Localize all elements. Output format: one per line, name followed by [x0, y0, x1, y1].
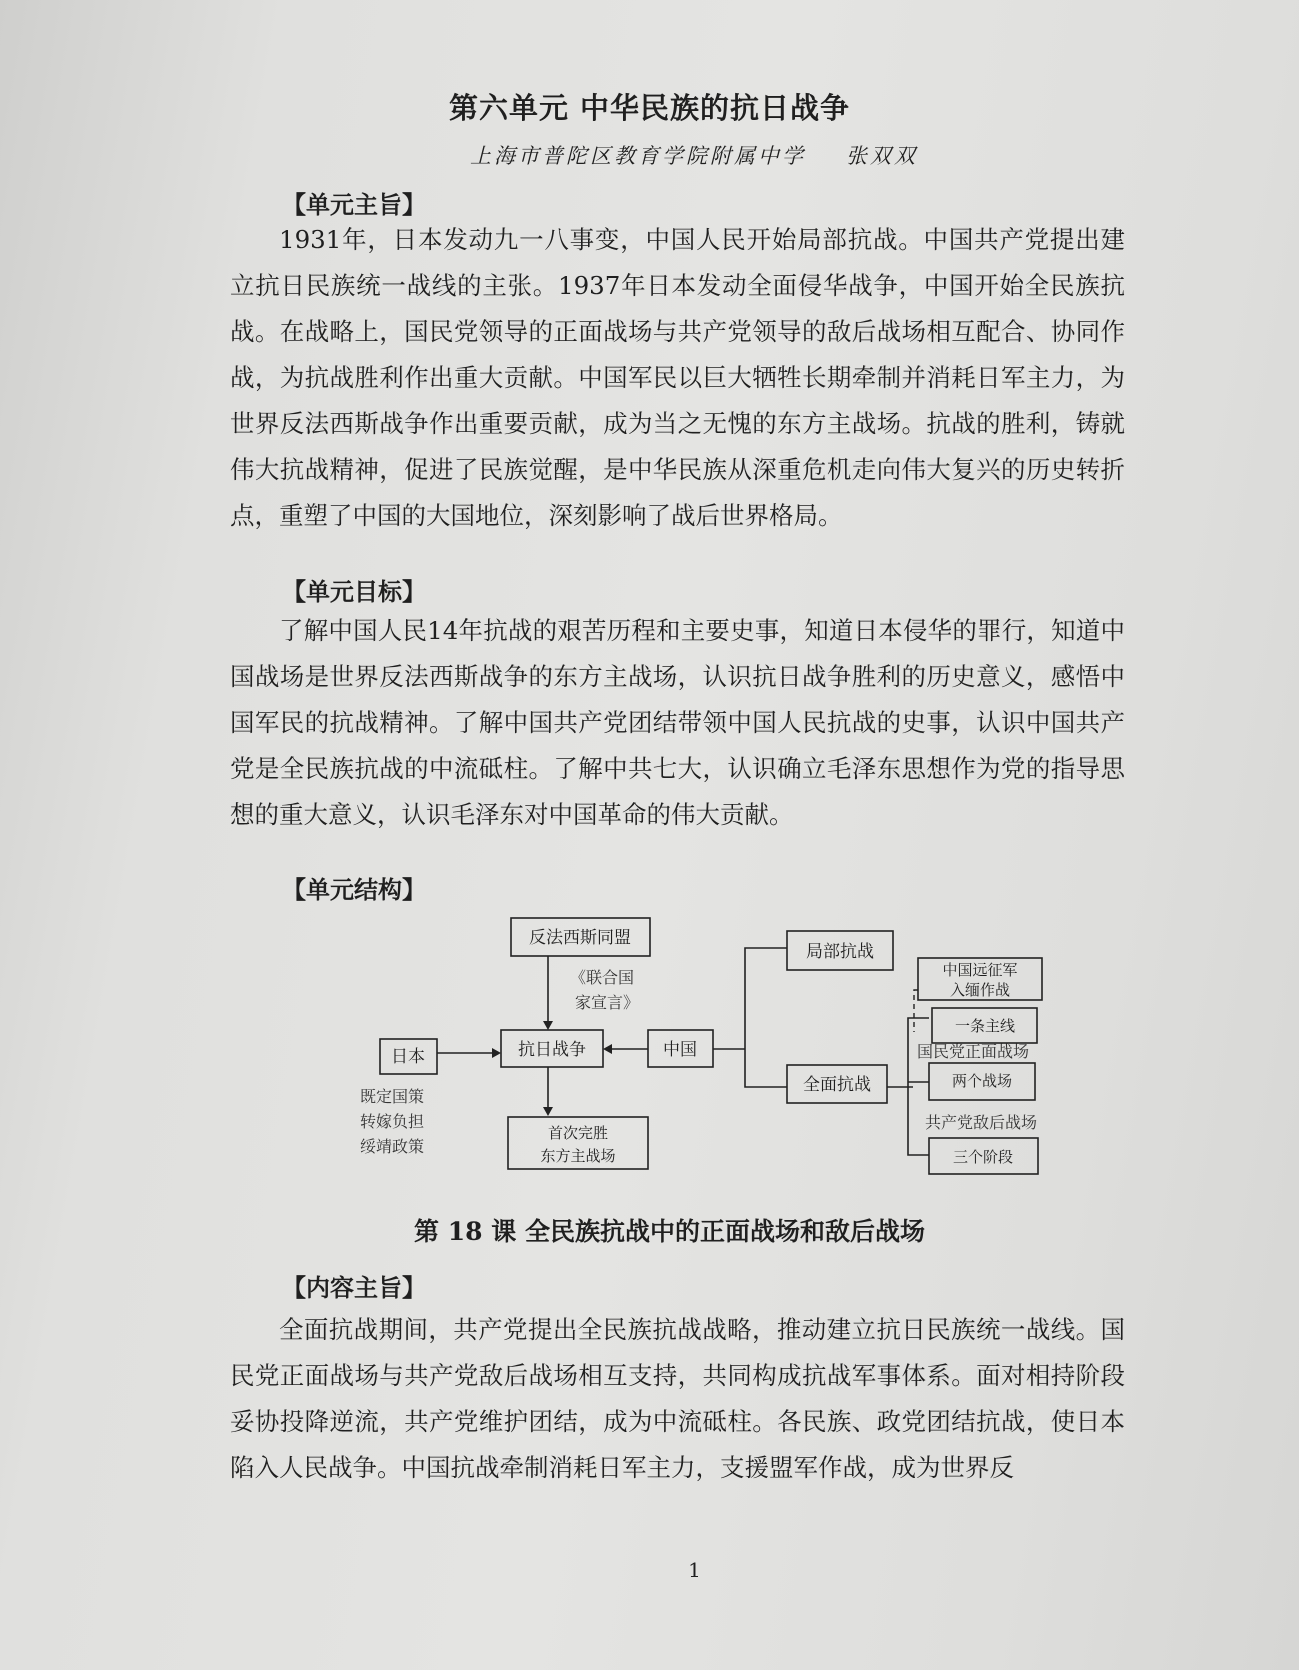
china-label: 中国: [663, 1040, 697, 1060]
author-school: 上海市普陀区教育学院附属中学: [470, 144, 806, 168]
two-fronts-label: 两个战场: [951, 1072, 1013, 1090]
victory-arrowhead: [543, 1107, 553, 1116]
allies-label: 反法西斯同盟: [529, 928, 631, 948]
un-declaration-line1: 《联合国: [570, 968, 635, 987]
one-main-line-label: 一条主线: [954, 1017, 1016, 1035]
section-structure-heading: 【单元结构】: [282, 875, 426, 904]
section-theme-heading: 【单元主旨】: [282, 190, 426, 219]
page-number: 1: [688, 1558, 701, 1582]
china-bracket: [745, 948, 787, 1087]
japan-policy-2: 转嫁负担: [360, 1112, 425, 1131]
japan-policy-3: 绥靖政策: [360, 1137, 425, 1156]
local-war-label: 局部抗战: [806, 942, 874, 962]
expedition-line2: 入缅作战: [949, 981, 1011, 999]
ccp-rear-label: 共产党敌后战场: [925, 1113, 1038, 1132]
expedition-line1: 中国远征军: [942, 961, 1018, 979]
lesson-title: 第 18 课 全民族抗战中的正面战场和敌后战场: [414, 1217, 925, 1246]
section-theme-text: 1931年，日本发动九一八事变，中国人民开始局部抗战。中国共产党提出建立抗日民族统一战线的主张。1937年日本发动全面侵华战争，中国开始全民族抗战。在战略上，国民党领导的正面战场与共产党领导的敌后战场相互配合、协同作战，为抗战胜利作出重大贡献。中国军民以巨大牺牲长期牵制并消耗日军主力，为世界反法西斯战争作出重要贡献，成为当之无愧的东方主战场。抗战的胜利，铸就伟大抗战精神，促进了民族觉醒，是中华民族从深重危机走向伟大复兴的历史转折点，重塑了中国的大国地位，深刻影响了战后世界格局。: [230, 225, 1125, 530]
section-content-text: 全面抗战期间，共产党提出全民族抗战战略，推动建立抗日民族统一战线。国民党正面战场与共产党敌后战场相互支持，共同构成抗战军事体系。面对相持阶段妥协投降逆流，共产党维护团结，成为中流砥柱。各民族、政党团结抗战，使日本陷入人民战争。中国抗战牵制消耗日军主力，支援盟军作战，成为世界反: [230, 1315, 1125, 1482]
japan-arrowhead: [492, 1048, 501, 1058]
japan-policy-1: 既定国策: [360, 1087, 425, 1106]
section-content-heading: 【内容主旨】: [282, 1273, 426, 1302]
victory-line1: 首次完胜: [547, 1124, 609, 1142]
allies-arrowhead: [543, 1021, 553, 1030]
un-declaration-line2: 家宣言》: [575, 993, 640, 1012]
total-war-label: 全面抗战: [803, 1075, 871, 1095]
three-stages-label: 三个阶段: [952, 1148, 1014, 1166]
china-arrowhead: [603, 1044, 612, 1054]
section-goal-text: 了解中国人民14年抗战的艰苦历程和主要史事，知道日本侵华的罪行，知道中国战场是世界反法西斯战争的东方主战场，认识抗日战争胜利的历史意义，感悟中国军民的抗战精神。了解中国共产党团结带领中国人民抗战的史事，认识中国共产党是全民族抗战的中流砥柱。了解中共七大，认识确立毛泽东思想作为党的指导思想的重大意义，认识毛泽东对中国革命的伟大贡献。: [230, 616, 1125, 829]
section-goal-heading: 【单元目标】: [282, 577, 426, 606]
kmt-front-label: 国民党正面战场: [917, 1042, 1030, 1061]
author-name: 张双双: [846, 144, 918, 168]
victory-line2: 东方主战场: [540, 1147, 616, 1165]
unit-title: 第六单元 中华民族的抗日战争: [448, 91, 851, 125]
japan-label: 日本: [391, 1047, 425, 1067]
war-label: 抗日战争: [518, 1040, 586, 1060]
